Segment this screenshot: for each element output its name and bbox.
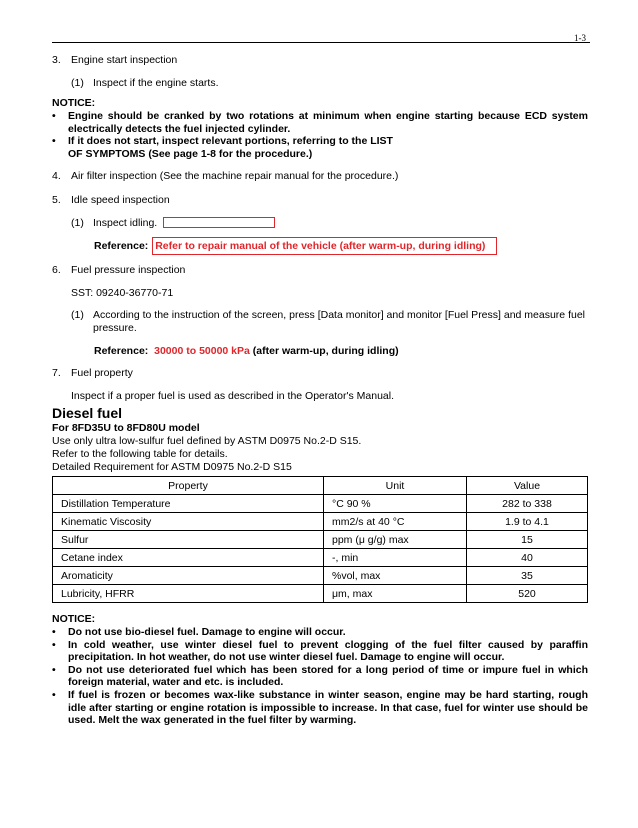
table-row xyxy=(53,513,588,531)
header-rule xyxy=(52,42,590,43)
step-5 xyxy=(52,193,588,207)
cell-unit: -, min xyxy=(324,549,467,567)
notice-item-text: If it does not start, inspect relevant portions, referring to the LIST OF SYMPTOMS (See page 1-8 for the procedure.) xyxy=(68,135,393,160)
table-row xyxy=(53,549,588,567)
bullet-icon: • xyxy=(52,110,56,122)
step-title: Idle speed inspection xyxy=(71,194,170,206)
cell-unit: °C 90 % xyxy=(324,495,467,513)
notice-list xyxy=(52,626,588,727)
table-header-row xyxy=(53,477,588,495)
cell-unit: μm, max xyxy=(324,585,467,603)
notice-block-1 xyxy=(52,97,588,160)
document-body xyxy=(52,53,588,736)
sub-text: Inspect if the engine starts. xyxy=(93,77,219,89)
step-title: Engine start inspection xyxy=(71,54,178,66)
sub-number: (1) xyxy=(71,309,84,321)
reference-line xyxy=(94,237,588,255)
reference-value: 30000 to 50000 kPa xyxy=(154,345,250,357)
table-row xyxy=(53,585,588,603)
column-header-value: Value xyxy=(467,477,588,495)
cell-property: Aromaticity xyxy=(53,567,324,585)
step-number: 7. xyxy=(52,367,61,379)
step-title: Fuel property xyxy=(71,367,133,379)
bullet-icon: • xyxy=(52,638,56,651)
notice-item xyxy=(52,689,588,727)
cell-property: Cetane index xyxy=(53,549,324,567)
step-title: Fuel pressure inspection xyxy=(71,264,186,276)
step-number: 6. xyxy=(52,264,61,276)
step-7 xyxy=(52,366,588,380)
step-3-sub-1 xyxy=(71,77,588,90)
cell-value: 40 xyxy=(467,549,588,567)
cell-unit: ppm (μ g/g) max xyxy=(324,531,467,549)
notice-item xyxy=(52,664,588,689)
notice-item-text: Do not use deteriorated fuel which has been stored for a long period of time or impure fuel in which foreign material, water and etc. is included. xyxy=(68,663,588,689)
step-number: 3. xyxy=(52,54,61,66)
cell-property: Sulfur xyxy=(53,531,324,549)
page-number: 1-3 xyxy=(574,33,586,43)
step-6-sub-1 xyxy=(71,309,588,335)
table-row xyxy=(53,495,588,513)
bullet-icon: • xyxy=(52,663,56,676)
step-6 xyxy=(52,263,588,277)
step-3 xyxy=(52,53,588,67)
sub-number: (1) xyxy=(71,217,84,229)
step-5-sub-1 xyxy=(71,217,588,230)
reference-suffix: (after warm-up, during idling) xyxy=(252,345,399,357)
table-row xyxy=(53,567,588,585)
description-line: Use only ultra low-sulfur fuel defined by ASTM D0975 No.2-D S15. xyxy=(52,435,362,447)
notice-item-text: In cold weather, use winter diesel fuel to prevent clogging of the fuel filter caused by paraffin precipitation. In hot weather, do not use winter diesel fuel. Damage to engine will occur. xyxy=(68,638,588,664)
notice-item-text: Do not use bio-diesel fuel. Damage to engine will occur. xyxy=(68,626,346,638)
step-7-text: Inspect if a proper fuel is used as described in the Operator's Manual. xyxy=(71,390,395,402)
sst-line: SST: 09240-36770-71 xyxy=(71,287,174,299)
column-header-unit: Unit xyxy=(324,477,467,495)
bullet-icon: • xyxy=(52,135,56,147)
cell-property: Distillation Temperature xyxy=(53,495,324,513)
cell-unit: %vol, max xyxy=(324,567,467,585)
notice-item xyxy=(52,639,588,664)
step-number: 4. xyxy=(52,170,61,182)
notice-block-2 xyxy=(52,613,588,727)
cell-unit: mm2/s at 40 °C xyxy=(324,513,467,531)
column-header-property: Property xyxy=(53,477,324,495)
bullet-icon: • xyxy=(52,688,56,701)
step-4 xyxy=(52,169,588,183)
bullet-icon: • xyxy=(52,626,56,638)
sub-number: (1) xyxy=(71,77,84,89)
reference-label: Reference: xyxy=(94,240,149,252)
reference-line xyxy=(94,344,588,358)
cell-property: Lubricity, HFRR xyxy=(53,585,324,603)
table-row xyxy=(53,531,588,549)
fuel-spec-table xyxy=(52,476,588,603)
notice-item xyxy=(52,110,588,135)
notice-title: NOTICE: xyxy=(52,613,96,625)
description-line: Detailed Requirement for ASTM D0975 No.2-D S15 xyxy=(52,461,292,473)
notice-item xyxy=(52,135,588,160)
step-title: Air filter inspection (See the machine repair manual for the procedure.) xyxy=(71,170,399,182)
cell-value: 1.9 to 4.1 xyxy=(467,513,588,531)
cell-value: 282 to 338 xyxy=(467,495,588,513)
sub-text: Inspect idling. xyxy=(93,217,158,229)
step-number: 5. xyxy=(52,194,61,206)
notice-item-text: If fuel is frozen or becomes wax-like substance in winter season, engine may be hard starting, rough idle after starting or engine rotation is impossible to increase. In that case, fuel for winter use should be used. Melt the wax generated in the fuel filter by warming. xyxy=(68,688,588,727)
notice-item-text: Engine should be cranked by two rotations at minimum when engine starting because ECD system electrically detects the fuel injected cylinder. xyxy=(68,110,588,135)
reference-label: Reference: xyxy=(94,345,149,357)
reference-highlight: Refer to repair manual of the vehicle (after warm-up, during idling) xyxy=(152,237,497,255)
cell-property: Kinematic Viscosity xyxy=(53,513,324,531)
cell-value: 15 xyxy=(467,531,588,549)
highlight-box xyxy=(163,217,275,228)
cell-value: 520 xyxy=(467,585,588,603)
cell-value: 35 xyxy=(467,567,588,585)
notice-list xyxy=(52,110,588,160)
sub-text: According to the instruction of the screen, press [Data monitor] and monitor [Fuel Press] and measure fuel pressure. xyxy=(93,309,585,334)
model-range: For 8FD35U to 8FD80U model xyxy=(52,422,200,434)
description-line: Refer to the following table for details. xyxy=(52,448,228,460)
section-title: Diesel fuel xyxy=(52,405,123,421)
notice-item xyxy=(52,626,588,639)
notice-title: NOTICE: xyxy=(52,97,96,109)
